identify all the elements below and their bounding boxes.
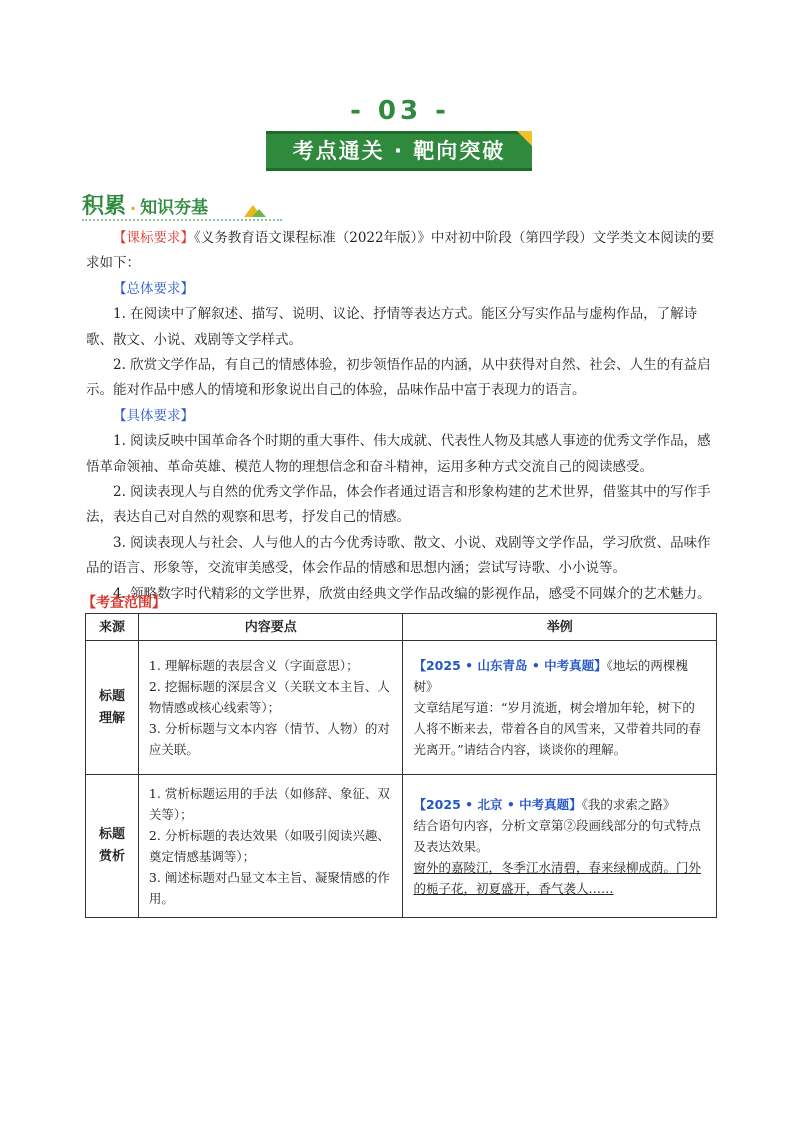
point-item: 3. 分析标题与文本内容（情节、人物）的对应关联。 xyxy=(148,721,390,757)
point-item: 2. 挖掘标题的深层含义（关联文本主旨、人物情感或核心线索等）； xyxy=(148,679,390,715)
section-sub-title: 知识夯基 xyxy=(140,198,209,218)
source-cell xyxy=(86,641,139,775)
point-item: 2. 分析标题的表达效果（如吸引阅读兴趣、奠定情感基调等）； xyxy=(148,828,390,864)
example-cell xyxy=(403,641,717,775)
specific-tag-line xyxy=(86,404,716,429)
intro-text: 《义务教育语文课程标准（2022年版）》中对初中阶段（第四学段）文学类文本阅读的要求如下： xyxy=(86,230,715,272)
point-item: 1. 理解标题的表层含义（字面意思）； xyxy=(148,658,359,673)
section-main-title: 积累 xyxy=(82,194,127,219)
example-source: 【2025 • 北京 • 中考真题】 xyxy=(413,796,582,812)
overall-item: 2. 欣赏文学作品，有自己的情感体验，初步领悟作品的内涵，从中获得对自然、社会、人生的有益启示。能对作品中感人的情境和形象说出自己的体验，品味作品中富于表现力的语言。 xyxy=(86,357,711,399)
source-line: 标题 xyxy=(98,688,125,704)
exam-scope-table xyxy=(85,613,717,918)
point-item: 1. 赏析标题运用的手法（如修辞、象征、双关等）； xyxy=(148,786,390,822)
source-line: 标题 xyxy=(98,827,125,842)
header-points: 内容要点 xyxy=(138,614,403,641)
example-question: 结合语句内容，分析文章第②段画线部分的句式特点及表达效果。 xyxy=(413,817,701,854)
overall-tag-line xyxy=(86,277,716,302)
header-source: 来源 xyxy=(86,614,139,641)
section-underline xyxy=(82,219,282,221)
specific-item: 2. 阅读表现人与自然的优秀文学作品，体会作者通过语言和形象构建的艺术世界，借鉴其中的写作手法，表达自己对自然的观察和思考，抒发自己的情感。 xyxy=(86,484,711,526)
intro-paragraph xyxy=(86,226,716,277)
chapter-number: - 03 - xyxy=(350,96,450,126)
section-dot: · xyxy=(130,199,137,218)
specific-item: 1. 阅读反映中国革命各个时期的重大事件、伟大成就、代表性人物及其感人事迹的优秀文学作品，感悟革命领袖、革命英雄、模范人物的理想信念和奋斗精神，运用多种方式交流自己的阅读感受。 xyxy=(86,433,711,475)
mountain-small-icon xyxy=(252,209,266,217)
banner-corner xyxy=(517,131,532,146)
chapter-banner: 考点通关 · 靶向突破 xyxy=(266,131,532,171)
overall-tag: 【总体要求】 xyxy=(113,280,194,297)
specific-item: 3. 阅读表现人与社会、人与他人的古今优秀诗歌、散文、小说、戏剧等文学作品，学习欣赏、品味作品的语言、形象等，交流审美感受，体会作品的情感和思想内涵；尝试写诗歌、小小说等。 xyxy=(86,534,711,577)
scope-title: 【考查范围】 xyxy=(82,595,166,611)
source-cell xyxy=(86,775,139,918)
intro-tag: 【课标要求】 xyxy=(113,230,194,246)
points-cell xyxy=(138,775,403,918)
example-title: 《地坛的两棵槐树》 xyxy=(413,658,688,694)
table-row xyxy=(86,641,717,775)
source-line: 赏析 xyxy=(98,849,125,864)
example-source: 【2025 • 山东青岛 • 中考真题】 xyxy=(413,658,607,673)
table-header-row xyxy=(86,614,717,641)
requirements-content xyxy=(86,226,716,607)
table-row xyxy=(86,775,717,918)
overall-item: 1. 在阅读中了解叙述、描写、说明、议论、抒情等表达方式。能区分写实作品与虚构作品，了解诗歌、散文、小说、戏剧等文学样式。 xyxy=(86,306,698,348)
specific-tag: 【具体要求】 xyxy=(113,407,194,424)
header-example: 举例 xyxy=(403,614,717,641)
example-question: 文章结尾写道：“岁月流逝，树会增加年轮，树下的人将不断来去，带着各自的风雪来，又带着共同的春光离开。”请结合内容，谈谈你的理解。 xyxy=(413,700,701,757)
source-line: 理解 xyxy=(98,710,125,726)
specific-item: 4. 领略数字时代精彩的文学世界，欣赏由经典文学作品改编的影视作品，感受不同媒介的艺术魅力。 xyxy=(113,585,711,602)
example-cell xyxy=(403,775,717,918)
example-quoted-text: 窗外的嘉陵江，冬季江水清碧，春来绿柳成荫。门外的栀子花，初夏盛开，香气袭人…… xyxy=(413,859,701,896)
point-item: 3. 阐述标题对凸显文本主旨、凝聚情感的作用。 xyxy=(148,870,390,906)
section-heading xyxy=(82,186,208,220)
points-cell xyxy=(138,641,403,775)
example-title: 《我的求索之路》 xyxy=(581,796,676,812)
